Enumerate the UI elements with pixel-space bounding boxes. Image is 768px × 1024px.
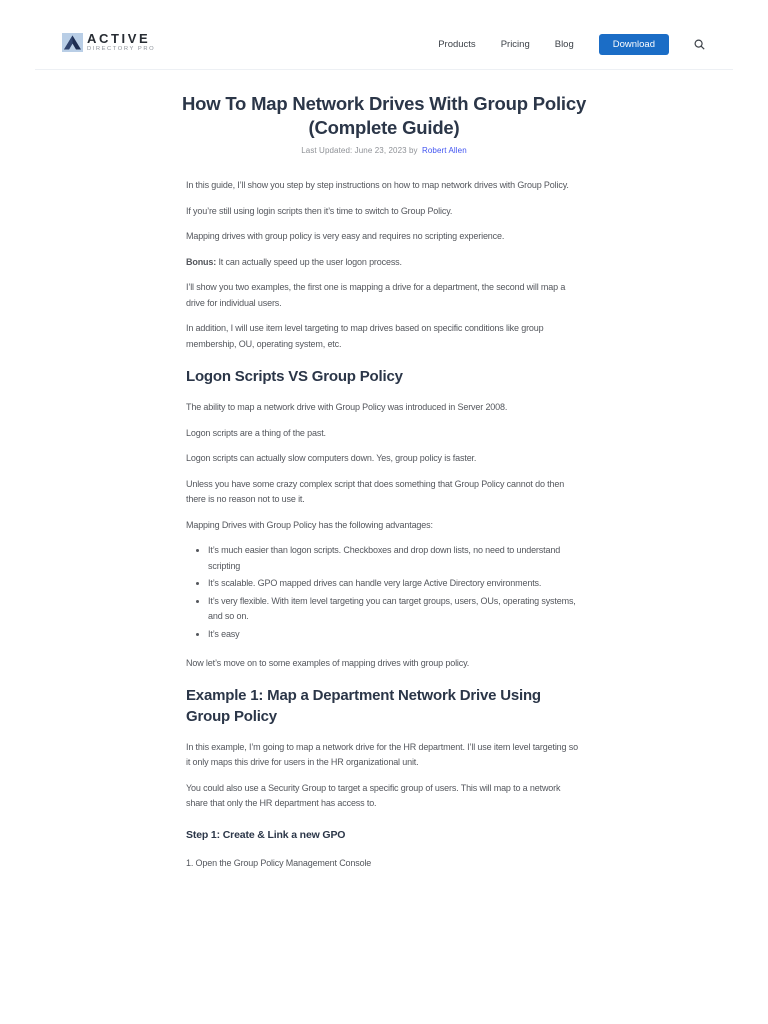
section-heading-logon-scripts-vs-group-policy: Logon Scripts VS Group Policy <box>186 368 403 386</box>
page-title-line1: How To Map Network Drives With Group Policy <box>181 93 587 114</box>
body-paragraph: Unless you have some crazy complex script that does something that Group Policy cannot do then there is no reason not to use it. <box>186 478 565 505</box>
author-link[interactable]: Robert Allen <box>421 146 467 156</box>
byline <box>35 146 733 155</box>
step-item: 1. Open the Group Policy Management Console <box>186 857 372 868</box>
intro-paragraph: In this guide, I’ll show you step by step instructions on how to map network drives with Group Policy. <box>186 180 569 191</box>
logo-icon <box>62 33 83 57</box>
nav-item-pricing[interactable]: Pricing <box>500 39 530 50</box>
section-heading-example-1: Example 1: Map a Department Network Drive Using Group Policy <box>186 687 541 725</box>
list-item: • It’s very flexible. With item level targeting you can target groups, users, OUs, operating systems, and so on. <box>208 594 582 625</box>
advantages-list <box>186 543 582 642</box>
step-heading: Step 1: Create & Link a new GPO <box>186 828 346 841</box>
site-header <box>35 0 733 70</box>
body-paragraph: Mapping Drives with Group Policy has the following advantages: <box>186 519 433 530</box>
site-container <box>35 0 733 871</box>
logo[interactable] <box>62 32 155 57</box>
intro-paragraph: If you’re still using login scripts then it’s time to switch to Group Policy. <box>186 205 453 216</box>
list-item: • It’s easy <box>208 627 582 642</box>
intro-paragraph: In addition, I will use item level targeting to map drives based on specific conditions like group membership, OU, operating system, etc. <box>186 323 544 349</box>
logo-title: ACTIVE <box>87 31 151 46</box>
bonus-label: Bonus: <box>186 256 217 267</box>
logo-subtitle: DIRECTORY PRO <box>87 46 156 52</box>
list-item: • It’s scalable. GPO mapped drives can handle very large Active Directory environments. <box>208 576 582 591</box>
body-paragraph: Logon scripts are a thing of the past. <box>186 427 326 438</box>
page-title <box>35 92 733 139</box>
search-icon[interactable] <box>694 39 705 50</box>
intro-paragraph: I’ll show you two examples, the first one is mapping a drive for a department, the second will map a drive for individual users. <box>186 282 566 308</box>
bonus-paragraph <box>186 255 582 270</box>
main-nav <box>438 34 705 55</box>
nav-item-blog[interactable]: Blog <box>554 39 574 50</box>
logo-text <box>87 32 155 53</box>
list-item: • It’s much easier than logon scripts. Checkboxes and drop down lists, no need to understand scripting <box>208 543 582 574</box>
body-paragraph: In this example, I’m going to map a network drive for the HR department. I’ll use item level targeting so it only maps this drive for users in the HR organizational unit. <box>186 741 578 768</box>
body-paragraph: Now let’s move on to some examples of mapping drives with group policy. <box>186 657 470 668</box>
body-paragraph: The ability to map a network drive with Group Policy was introduced in Server 2008. <box>186 402 508 413</box>
download-button[interactable]: Download <box>599 34 669 55</box>
article <box>35 70 733 871</box>
body-paragraph: You could also use a Security Group to target a specific group of users. This will map to a network share that only the HR department has access to. <box>186 782 561 809</box>
nav-item-products[interactable]: Products <box>438 39 476 50</box>
article-body <box>186 178 582 871</box>
body-paragraph: Logon scripts can actually slow computers down. Yes, group policy is faster. <box>186 453 477 464</box>
bonus-text: It can actually speed up the user logon process. <box>216 256 402 267</box>
intro-paragraph: Mapping drives with group policy is very easy and requires no scripting experience. <box>186 231 505 242</box>
byline-updated-text: Last Updated: June 23, 2023 by <box>301 146 418 156</box>
page-title-line2: (Complete Guide) <box>308 116 460 138</box>
